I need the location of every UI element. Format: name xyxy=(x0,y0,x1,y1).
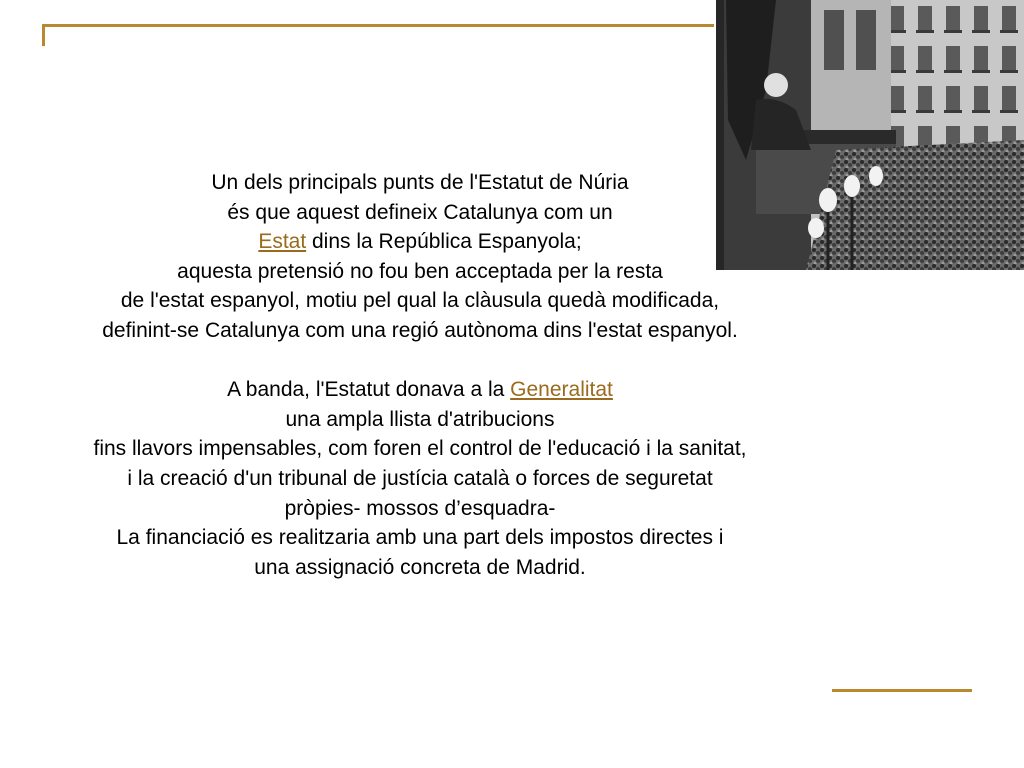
paragraph1-line4: aquesta pretensió no fou ben acceptada per la resta xyxy=(177,259,663,283)
paragraph-spacer xyxy=(0,346,840,376)
decorative-bottom-rule xyxy=(832,689,972,692)
paragraph1-line6: definint-se Catalunya com una regió autònoma dins l'estat espanyol. xyxy=(102,318,738,342)
paragraph2-line4: i la creació d'un tribunal de justícia català o forces de seguretat xyxy=(127,466,713,490)
paragraph2-line6: La financiació es realitzaria amb una part dels impostos directes i xyxy=(116,526,724,550)
decorative-left-tick xyxy=(42,24,45,46)
paragraph2-line7: una assignació concreta de Madrid. xyxy=(254,555,586,579)
paragraph1-line3 xyxy=(0,227,840,257)
statute-text-block xyxy=(0,168,840,582)
paragraph2-line2: una ampla llista d'atribucions xyxy=(285,407,555,431)
paragraph1-line3-rest: dins la República Espanyola; xyxy=(306,230,582,254)
paragraph1-line1: Un dels principals punts de l'Estatut de Núria xyxy=(211,171,629,194)
paragraph2-line5: pròpies- mossos d’esquadra- xyxy=(284,496,556,520)
generalitat-link[interactable]: Generalitat xyxy=(510,378,613,402)
paragraph1-line5: de l'estat espanyol, motiu pel qual la clàusula quedà modificada, xyxy=(120,289,720,313)
paragraph2-line1 xyxy=(0,375,840,405)
paragraph2-line1-before: A banda, l'Estatut donava a la xyxy=(227,378,511,402)
decorative-top-rule xyxy=(42,24,714,27)
estat-link[interactable]: Estat xyxy=(258,230,307,254)
paragraph1-line2: és que aquest defineix Catalunya com un xyxy=(227,200,613,224)
paragraph2-line3: fins llavors impensables, com foren el control de l'educació i la sanitat, xyxy=(93,437,747,461)
